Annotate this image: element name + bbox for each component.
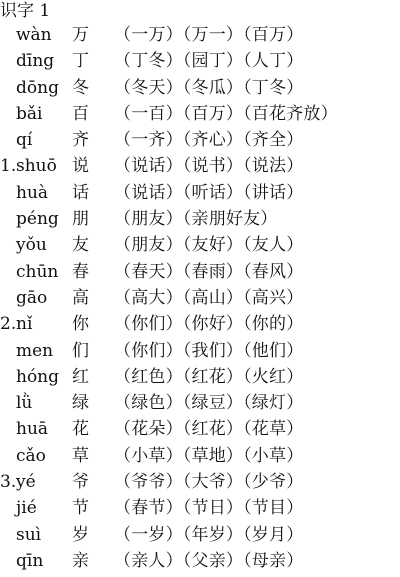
word-list: （高大）（高山）（高兴） xyxy=(114,287,304,308)
character: 说 xyxy=(72,156,89,177)
character: 友 xyxy=(72,235,89,256)
pinyin: yǒu xyxy=(16,235,47,256)
list-item xyxy=(0,48,400,74)
word-list: （一万）（万一）（百万） xyxy=(114,25,304,45)
character: 爷 xyxy=(72,472,89,493)
list-item xyxy=(0,548,400,574)
pinyin: chūn xyxy=(16,261,59,282)
character: 冬 xyxy=(72,77,89,98)
pinyin: dīng xyxy=(16,51,55,72)
word-list: （说话）（说书）（说法） xyxy=(114,156,304,177)
list-item xyxy=(0,127,400,153)
word-list: （丁冬）（园丁）（人丁） xyxy=(114,51,304,72)
pinyin: qīn xyxy=(16,550,44,571)
section-number: 1. xyxy=(0,156,17,177)
list-item xyxy=(0,495,400,521)
word-list: （春天）（春雨）（春风） xyxy=(114,261,304,282)
list-item xyxy=(0,522,400,548)
pinyin: péng xyxy=(16,209,59,230)
character: 齐 xyxy=(72,130,89,151)
character: 你 xyxy=(72,314,89,335)
word-list: （爷爷）（大爷）（少爷） xyxy=(114,472,304,493)
pinyin: wàn xyxy=(16,25,52,45)
word-list: （朋友）（友好）（友人） xyxy=(114,235,304,256)
character: 高 xyxy=(72,287,89,308)
word-list: （说话）（听话）（讲话） xyxy=(114,182,304,203)
section-number: 3. xyxy=(0,472,17,493)
section-number: 2. xyxy=(0,314,17,335)
character: 春 xyxy=(72,261,89,282)
list-item xyxy=(0,416,400,442)
word-list: （花朵）（红花）（花草） xyxy=(114,419,304,440)
list-item xyxy=(0,206,400,232)
character: 朋 xyxy=(72,209,89,230)
word-list: （你们）（我们）（他们） xyxy=(114,340,304,361)
character: 丁 xyxy=(72,51,89,72)
character: 亲 xyxy=(72,550,89,571)
list-item xyxy=(0,443,400,469)
pinyin: gāo xyxy=(16,287,48,308)
word-list: （冬天）（冬瓜）（丁冬） xyxy=(114,77,304,98)
word-list: （你们）（你好）（你的） xyxy=(114,314,304,335)
word-list: （绿色）（绿豆）（绿灯） xyxy=(114,393,304,414)
word-list: （一百）（百万）（百花齐放） xyxy=(114,103,338,124)
list-item xyxy=(0,259,400,285)
pinyin: bǎi xyxy=(16,103,43,124)
vocabulary-list xyxy=(0,22,400,574)
word-list: （小草）（草地）（小草） xyxy=(114,445,304,466)
list-item xyxy=(0,364,400,390)
pinyin: hóng xyxy=(16,366,60,387)
character: 百 xyxy=(72,103,89,124)
pinyin: huà xyxy=(16,182,49,203)
word-list: （亲人）（父亲）（母亲） xyxy=(114,550,304,571)
list-item xyxy=(0,285,400,311)
list-item xyxy=(0,232,400,258)
word-list: （春节）（节日）（节目） xyxy=(114,498,304,519)
word-list: （一齐）（齐心）（齐全） xyxy=(114,130,304,151)
word-list: （红色）（红花）（火红） xyxy=(114,366,304,387)
list-item xyxy=(0,180,400,206)
list-item xyxy=(0,338,400,364)
page-title: 识字 1 xyxy=(0,1,51,21)
character: 节 xyxy=(72,498,89,519)
character: 绿 xyxy=(72,393,89,414)
pinyin: jié xyxy=(16,498,37,519)
pinyin: yé xyxy=(16,472,36,493)
pinyin: nǐ xyxy=(16,314,33,335)
list-item xyxy=(0,75,400,101)
list-item xyxy=(0,469,400,495)
list-item xyxy=(0,390,400,416)
pinyin: dōng xyxy=(16,77,59,98)
character: 红 xyxy=(72,366,89,387)
list-item xyxy=(0,311,400,337)
pinyin: huā xyxy=(16,419,49,440)
list-item xyxy=(0,22,400,48)
word-list: （一岁）（年岁）（岁月） xyxy=(114,524,304,545)
character: 草 xyxy=(72,445,89,466)
character: 岁 xyxy=(72,524,89,545)
pinyin: qí xyxy=(16,130,33,151)
word-list: （朋友）（亲朋好友） xyxy=(114,209,278,230)
character: 话 xyxy=(72,182,89,203)
character: 万 xyxy=(72,25,89,45)
list-item xyxy=(0,153,400,179)
pinyin: suì xyxy=(16,524,42,545)
pinyin: lǜ xyxy=(16,393,33,414)
list-item xyxy=(0,101,400,127)
pinyin: men xyxy=(16,340,54,361)
pinyin: shuō xyxy=(16,156,57,177)
character: 们 xyxy=(72,340,89,361)
pinyin: cǎo xyxy=(16,445,46,466)
character: 花 xyxy=(72,419,89,440)
